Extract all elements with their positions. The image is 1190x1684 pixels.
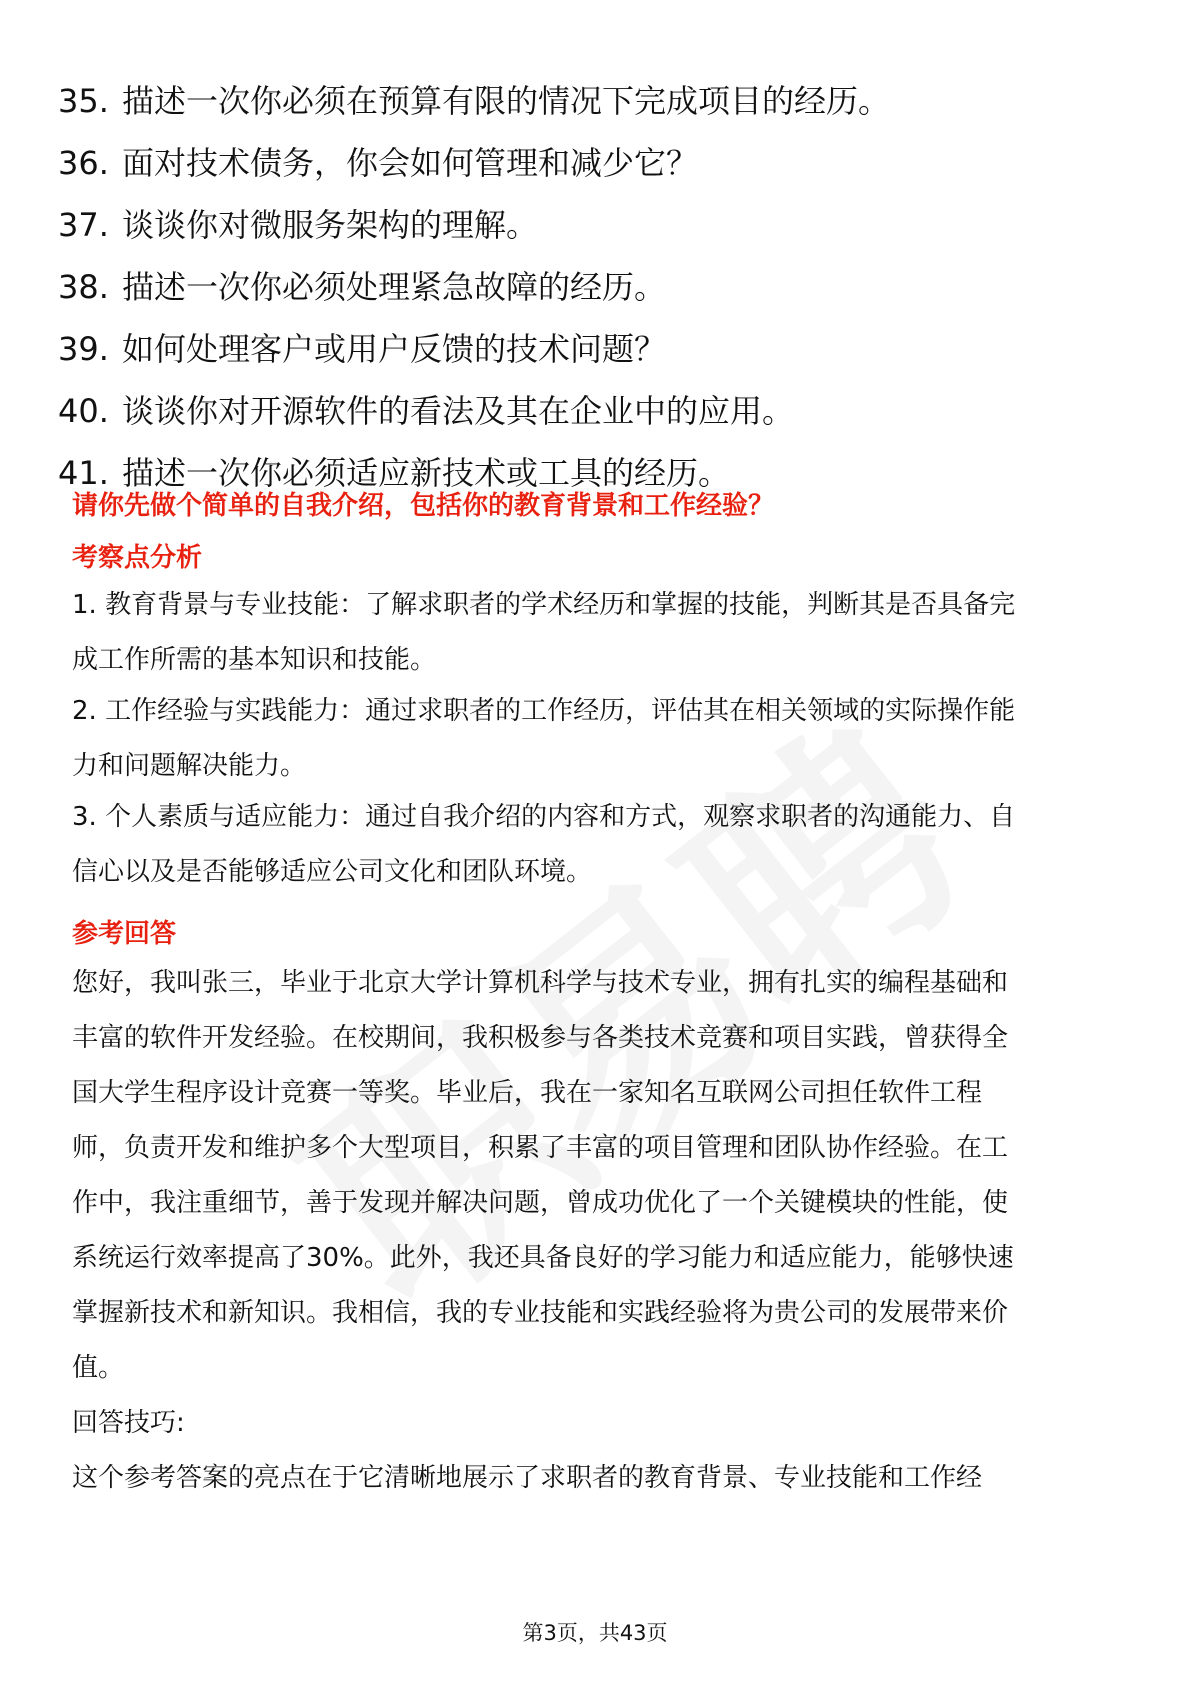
answer-line: 作中，我注重细节，善于发现并解决问题，曾成功优化了一个关键模块的性能，使 <box>72 1188 1009 1218</box>
question-text: 谈谈你对开源软件的看法及其在企业中的应用。 <box>122 392 795 430</box>
analysis-point <box>72 578 1122 688</box>
question-number: 36. <box>58 144 109 182</box>
analysis-line: 力和问题解决能力。 <box>72 751 307 781</box>
answer-paragraph <box>72 956 1122 1396</box>
answer-line: 国大学生程序设计竞赛一等奖。毕业后，我在一家知名互联网公司担任软件工程 <box>72 1078 983 1108</box>
analysis-line: 2. 工作经验与实践能力：通过求职者的工作经历，评估其在相关领域的实际操作能 <box>72 696 1016 726</box>
answer-line: 您好，我叫张三，毕业于北京大学计算机科学与技术专业，拥有扎实的编程基础和 <box>72 968 1009 998</box>
question-item <box>58 132 1158 194</box>
answer-line: 掌握新技术和新知识。我相信，我的专业技能和实践经验将为贵公司的发展带来价 <box>72 1298 1009 1328</box>
question-text: 谈谈你对微服务架构的理解。 <box>122 206 539 244</box>
question-item <box>58 318 1158 380</box>
analysis-point <box>72 684 1122 794</box>
tips-line: 这个参考答案的亮点在于它清晰地展示了求职者的教育背景、专业技能和工作经 <box>72 1463 983 1493</box>
analysis-line: 信心以及是否能够适应公司文化和团队环境。 <box>72 857 593 887</box>
question-number: 39. <box>58 330 109 368</box>
question-text: 描述一次你必须在预算有限的情况下完成项目的经历。 <box>122 82 891 120</box>
answer-line: 师，负责开发和维护多个大型项目，积累了丰富的项目管理和团队协作经验。在工 <box>72 1133 1009 1163</box>
question-number: 35. <box>58 82 109 120</box>
analysis-heading: 考察点分析 <box>72 543 203 573</box>
analysis-point <box>72 790 1122 900</box>
tips-paragraph <box>72 1451 1122 1506</box>
question-item <box>58 194 1158 256</box>
analysis-line: 成工作所需的基本知识和技能。 <box>72 645 437 675</box>
question-number: 38. <box>58 268 109 306</box>
answer-heading: 参考回答 <box>72 919 177 949</box>
page-footer: 第3页，共43页 <box>522 1621 668 1645</box>
question-item <box>58 380 1158 442</box>
question-item <box>58 256 1158 318</box>
answer-line: 值。 <box>72 1353 125 1383</box>
question-number: 40. <box>58 392 109 430</box>
tips-heading: 回答技巧: <box>72 1408 185 1438</box>
question-text: 面对技术债务，你会如何管理和减少它？ <box>122 144 699 182</box>
analysis-line: 3. 个人素质与适应能力：通过自我介绍的内容和方式，观察求职者的沟通能力、自 <box>72 802 1016 832</box>
question-list <box>58 70 1158 504</box>
question-text: 如何处理客户或用户反馈的技术问题？ <box>122 330 667 368</box>
analysis-line: 1. 教育背景与专业技能：了解求职者的学术经历和掌握的技能，判断其是否具备完 <box>72 590 1016 620</box>
answer-line: 丰富的软件开发经验。在校期间，我积极参与各类技术竞赛和项目实践，曾获得全 <box>72 1023 1009 1053</box>
question-number: 37. <box>58 206 109 244</box>
question-item <box>58 70 1158 132</box>
answer-line: 系统运行效率提高了30%。此外，我还具备良好的学习能力和适应能力，能够快速 <box>72 1243 1014 1273</box>
question-text: 描述一次你必须适应新技术或工具的经历。 <box>122 454 731 492</box>
question-number: 41. <box>58 454 109 492</box>
section-question-heading: 请你先做个简单的自我介绍，包括你的教育背景和工作经验？ <box>72 491 775 521</box>
question-text: 描述一次你必须处理紧急故障的经历。 <box>122 268 667 306</box>
